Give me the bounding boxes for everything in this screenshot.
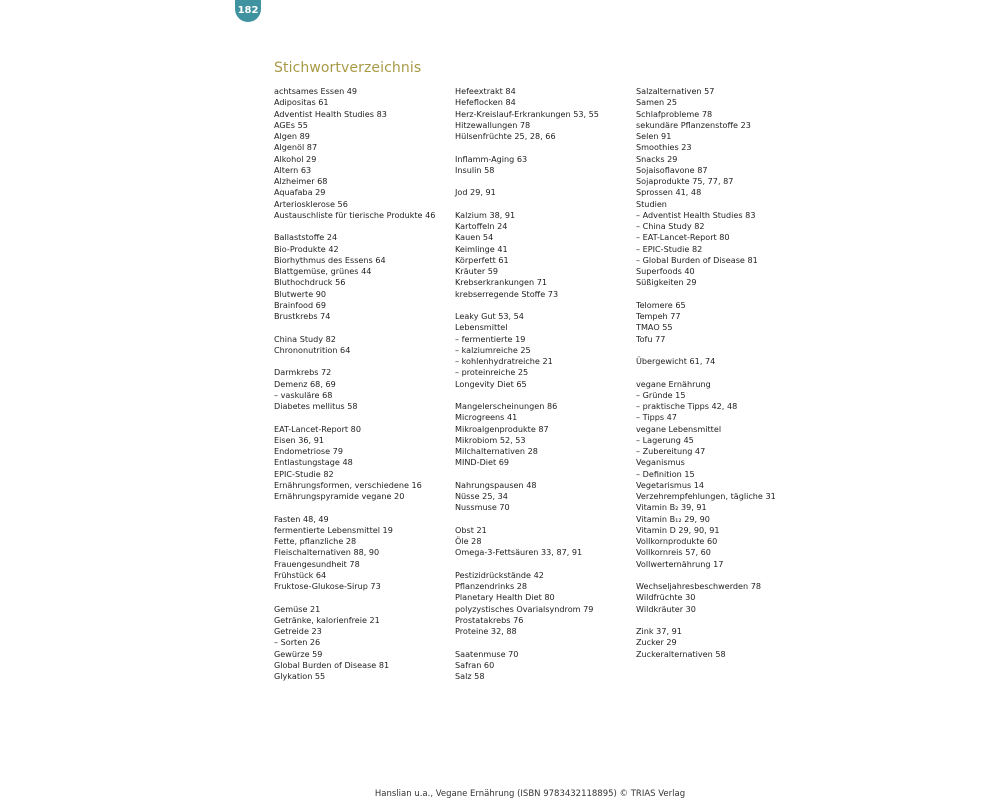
index-entry: – Sorten 26 [274, 637, 321, 648]
index-spacer [274, 502, 449, 513]
index-column-1 [274, 86, 449, 682]
index-entry: Algenöl 87 [274, 142, 318, 153]
index-spacer [636, 615, 811, 626]
index-entry: MIND-Diet 69 [455, 457, 510, 468]
index-entry: Fruktose-Glukose-Sirup 73 [274, 581, 381, 591]
index-entry: Mangelerscheinungen 86 [455, 401, 558, 411]
index-entry: Austauschliste für tierische Produkte 46 [274, 209, 436, 220]
index-entry: Getreide 23 [274, 626, 322, 636]
index-entry: Öle 28 [455, 536, 482, 546]
index-entry: sekundäre Pflanzenstoffe 23 [636, 119, 751, 130]
index-entry: Übergewicht 61, 74 [636, 356, 716, 366]
index-entry: polyzystisches Ovarialsyndrom 79 [455, 603, 594, 614]
index-entry: – EPIC-Studie 82 [636, 243, 703, 254]
index-entry: Frauengesundheit 78 [274, 558, 360, 569]
index-entry: Telomere 65 [636, 299, 686, 310]
index-entry: Alkohol 29 [274, 153, 317, 164]
index-entry: vegane Lebensmittel [636, 423, 722, 434]
index-entry: achtsames Essen 49 [274, 86, 358, 96]
index-entry: Fette, pflanzliche 28 [274, 536, 357, 546]
index-entry: Darmkrebs 72 [274, 367, 332, 378]
index-entry: Zuckeralternativen 58 [636, 648, 726, 659]
index-entry: Alzheimer 68 [274, 176, 328, 186]
index-entry: Gewürze 59 [274, 648, 323, 659]
index-entry: Mikrobiom 52, 53 [455, 434, 526, 445]
index-entry: Nussmuse 70 [455, 502, 510, 513]
index-entry: Algen 89 [274, 131, 310, 141]
index-entry: Kalzium 38, 91 [455, 209, 516, 220]
index-entry: Ernährungspyramide vegane 20 [274, 491, 405, 501]
index-entry: Körperfett 61 [455, 254, 509, 265]
index-entry: fermentierte Lebensmittel 19 [274, 524, 393, 535]
index-entry: Diabetes mellitus 58 [274, 401, 358, 411]
index-entry: Vollkornprodukte 60 [636, 536, 718, 546]
index-entry: – Lagerung 45 [636, 434, 694, 445]
index-entry: Wildkräuter 30 [636, 603, 696, 614]
index-spacer [455, 390, 630, 401]
index-entry: EAT-Lancet-Report 80 [274, 423, 361, 434]
index-entry: Schlafprobleme 78 [636, 108, 713, 119]
index-entry: Sojaprodukte 75, 77, 87 [636, 176, 734, 186]
index-entry: Hülsenfrüchte 25, 28, 66 [455, 131, 556, 141]
index-spacer [274, 592, 449, 603]
index-spacer [455, 300, 630, 311]
index-entry: Salz 58 [455, 671, 485, 681]
index-entry: Glykation 55 [274, 671, 326, 681]
index-entry: Hefeextrakt 84 [455, 86, 516, 96]
index-entry: Blattgemüse, grünes 44 [274, 266, 372, 276]
index-entry: Süßigkeiten 29 [636, 277, 697, 288]
index-entry: Jod 29, 91 [455, 187, 496, 198]
index-entry: Obst 21 [455, 524, 487, 535]
index-entry: Krebserkrankungen 71 [455, 277, 548, 288]
index-entry: Tempeh 77 [636, 311, 681, 321]
index-spacer [455, 514, 630, 525]
index-entry: Zink 37, 91 [636, 626, 682, 636]
index-entry: Smoothies 23 [636, 142, 692, 153]
index-entry: Global Burden of Disease 81 [274, 659, 390, 670]
index-entry: Studien [636, 198, 667, 209]
index-entry: Entlastungstage 48 [274, 457, 353, 468]
index-entry: – kalziumreiche 25 [455, 344, 531, 355]
index-spacer [455, 142, 630, 153]
index-entry: Verzehrempfehlungen, tägliche 31 [636, 491, 776, 501]
index-entry: – Global Burden of Disease 81 [636, 254, 758, 265]
index-spacer [636, 367, 811, 378]
index-entry: Kauen 54 [455, 232, 494, 243]
index-column-3 [636, 86, 811, 660]
index-entry: Lebensmittel [455, 322, 508, 333]
index-entry: Pflanzendrinks 28 [455, 581, 528, 591]
index-spacer [636, 289, 811, 300]
index-entry: Milchalternativen 28 [455, 446, 538, 456]
index-entry: Bluthochdruck 56 [274, 277, 346, 288]
index-entry: – proteinreiche 25 [455, 367, 529, 378]
index-spacer [274, 221, 449, 232]
index-entry: Fasten 48, 49 [274, 513, 329, 524]
index-entry: Wechseljahresbeschwerden 78 [636, 581, 762, 591]
index-entry: Endometriose 79 [274, 446, 343, 456]
index-entry: Sojaisoflavone 87 [636, 164, 708, 175]
index-entry: Pestizidrückstände 42 [455, 569, 544, 580]
index-entry: vegane Ernährung [636, 378, 711, 389]
index-entry: – vaskuläre 68 [274, 389, 333, 400]
index-spacer [274, 356, 449, 367]
index-entry: Nüsse 25, 34 [455, 491, 508, 501]
index-entry: Sprossen 41, 48 [636, 187, 702, 198]
index-spacer [455, 559, 630, 570]
index-entry: Vollkornreis 57, 60 [636, 547, 711, 558]
index-entry: Ernährungsformen, verschiedene 16 [274, 479, 422, 490]
index-spacer [636, 570, 811, 581]
index-entry: Hitzewallungen 78 [455, 119, 531, 130]
index-spacer [455, 199, 630, 210]
index-entry: – Zubereitung 47 [636, 446, 706, 456]
index-spacer [274, 322, 449, 333]
index-entry: – EAT-Lancet-Report 80 [636, 232, 730, 243]
index-spacer [455, 176, 630, 187]
index-entry: Vegetarismus 14 [636, 479, 705, 490]
footer-citation: Hanslian u.a., Vegane Ernährung (ISBN 9783432118895) © TRIAS Verlag [374, 789, 686, 799]
index-entry: Inflamm-Aging 63 [455, 153, 528, 164]
index-spacer [455, 469, 630, 480]
index-spacer [636, 345, 811, 356]
index-entry: – kohlenhydratreiche 21 [455, 356, 553, 366]
index-entry: Adventist Health Studies 83 [274, 108, 387, 119]
index-entry: Keimlinge 41 [455, 243, 508, 254]
index-entry: krebserregende Stoffe 73 [455, 288, 559, 299]
index-entry: – fermentierte 19 [455, 333, 526, 344]
index-entry: Snacks 29 [636, 153, 678, 164]
index-entry: Vitamin B₂ 39, 91 [636, 502, 707, 513]
index-entry: – Tipps 47 [636, 412, 677, 423]
index-entry: Herz-Kreislauf-Erkrankungen 53, 55 [455, 108, 599, 119]
index-entry: Kartoffeln 24 [455, 221, 508, 231]
index-entry: Planetary Health Diet 80 [455, 592, 555, 603]
index-entry: Zucker 29 [636, 637, 677, 648]
index-entry: China Study 82 [274, 333, 336, 344]
index-entry: Veganismus [636, 457, 685, 468]
index-entry: – praktische Tipps 42, 48 [636, 401, 738, 411]
index-spacer [274, 412, 449, 423]
index-entry: Saatenmuse 70 [455, 648, 519, 659]
index-entry: Nahrungspausen 48 [455, 479, 537, 490]
index-entry: Gemüse 21 [274, 603, 321, 614]
index-entry: Vitamin B₁₂ 29, 90 [636, 513, 710, 524]
index-entry: Proteine 32, 88 [455, 626, 517, 636]
index-entry: Brainfood 69 [274, 299, 326, 310]
index-entry: Longevity Diet 65 [455, 378, 527, 389]
index-entry: Hefeflocken 84 [455, 97, 516, 108]
page-number-badge: 182 [235, 0, 261, 22]
index-entry: Mikroalgenprodukte 87 [455, 423, 549, 434]
index-entry: Omega-3-Fettsäuren 33, 87, 91 [455, 547, 583, 558]
index-entry: Vollwerternährung 17 [636, 558, 724, 569]
index-entry: Blutwerte 90 [274, 288, 327, 299]
index-entry: Leaky Gut 53, 54 [455, 311, 524, 321]
index-entry: Samen 25 [636, 97, 677, 108]
index-entry: Arteriosklerose 56 [274, 198, 348, 209]
index-entry: Microgreens 41 [455, 412, 518, 423]
index-entry: Chrononutrition 64 [274, 344, 351, 355]
index-entry: Wildfrüchte 30 [636, 592, 696, 603]
index-entry: Vitamin D 29, 90, 91 [636, 524, 720, 535]
index-entry: – Adventist Health Studies 83 [636, 209, 756, 220]
index-column-2 [455, 86, 630, 682]
index-entry: Biorhythmus des Essens 64 [274, 254, 386, 265]
index-entry: Salzalternativen 57 [636, 86, 715, 96]
index-entry: Kräuter 59 [455, 266, 499, 276]
index-title: Stichwortverzeichnis [274, 60, 422, 76]
index-entry: Tofu 77 [636, 333, 666, 344]
index-entry: Fleischalternativen 88, 90 [274, 547, 380, 558]
index-entry: TMAO 55 [636, 322, 673, 333]
index-entry: Insulin 58 [455, 164, 495, 175]
index-entry: Adipositas 61 [274, 97, 329, 108]
index-entry: Aquafaba 29 [274, 187, 326, 198]
index-entry: Frühstück 64 [274, 569, 327, 580]
index-spacer [455, 637, 630, 648]
index-entry: Brustkrebs 74 [274, 311, 331, 321]
index-entry: Superfoods 40 [636, 266, 695, 276]
index-entry: AGEs 55 [274, 119, 308, 130]
index-entry: Safran 60 [455, 659, 495, 670]
index-entry: EPIC-Studie 82 [274, 468, 334, 479]
index-entry: Bio-Produkte 42 [274, 243, 339, 254]
index-entry: – Definition 15 [636, 468, 695, 479]
index-entry: – China Study 82 [636, 221, 705, 231]
index-entry: Ballaststoffe 24 [274, 232, 338, 243]
index-entry: Eisen 36, 91 [274, 434, 325, 445]
index-entry: – Gründe 15 [636, 389, 686, 400]
index-entry: Demenz 68, 69 [274, 378, 336, 389]
index-entry: Getränke, kalorienfreie 21 [274, 614, 380, 625]
index-entry: Altern 63 [274, 164, 312, 175]
index-entry: Prostatakrebs 76 [455, 614, 524, 625]
index-entry: Selen 91 [636, 131, 672, 141]
